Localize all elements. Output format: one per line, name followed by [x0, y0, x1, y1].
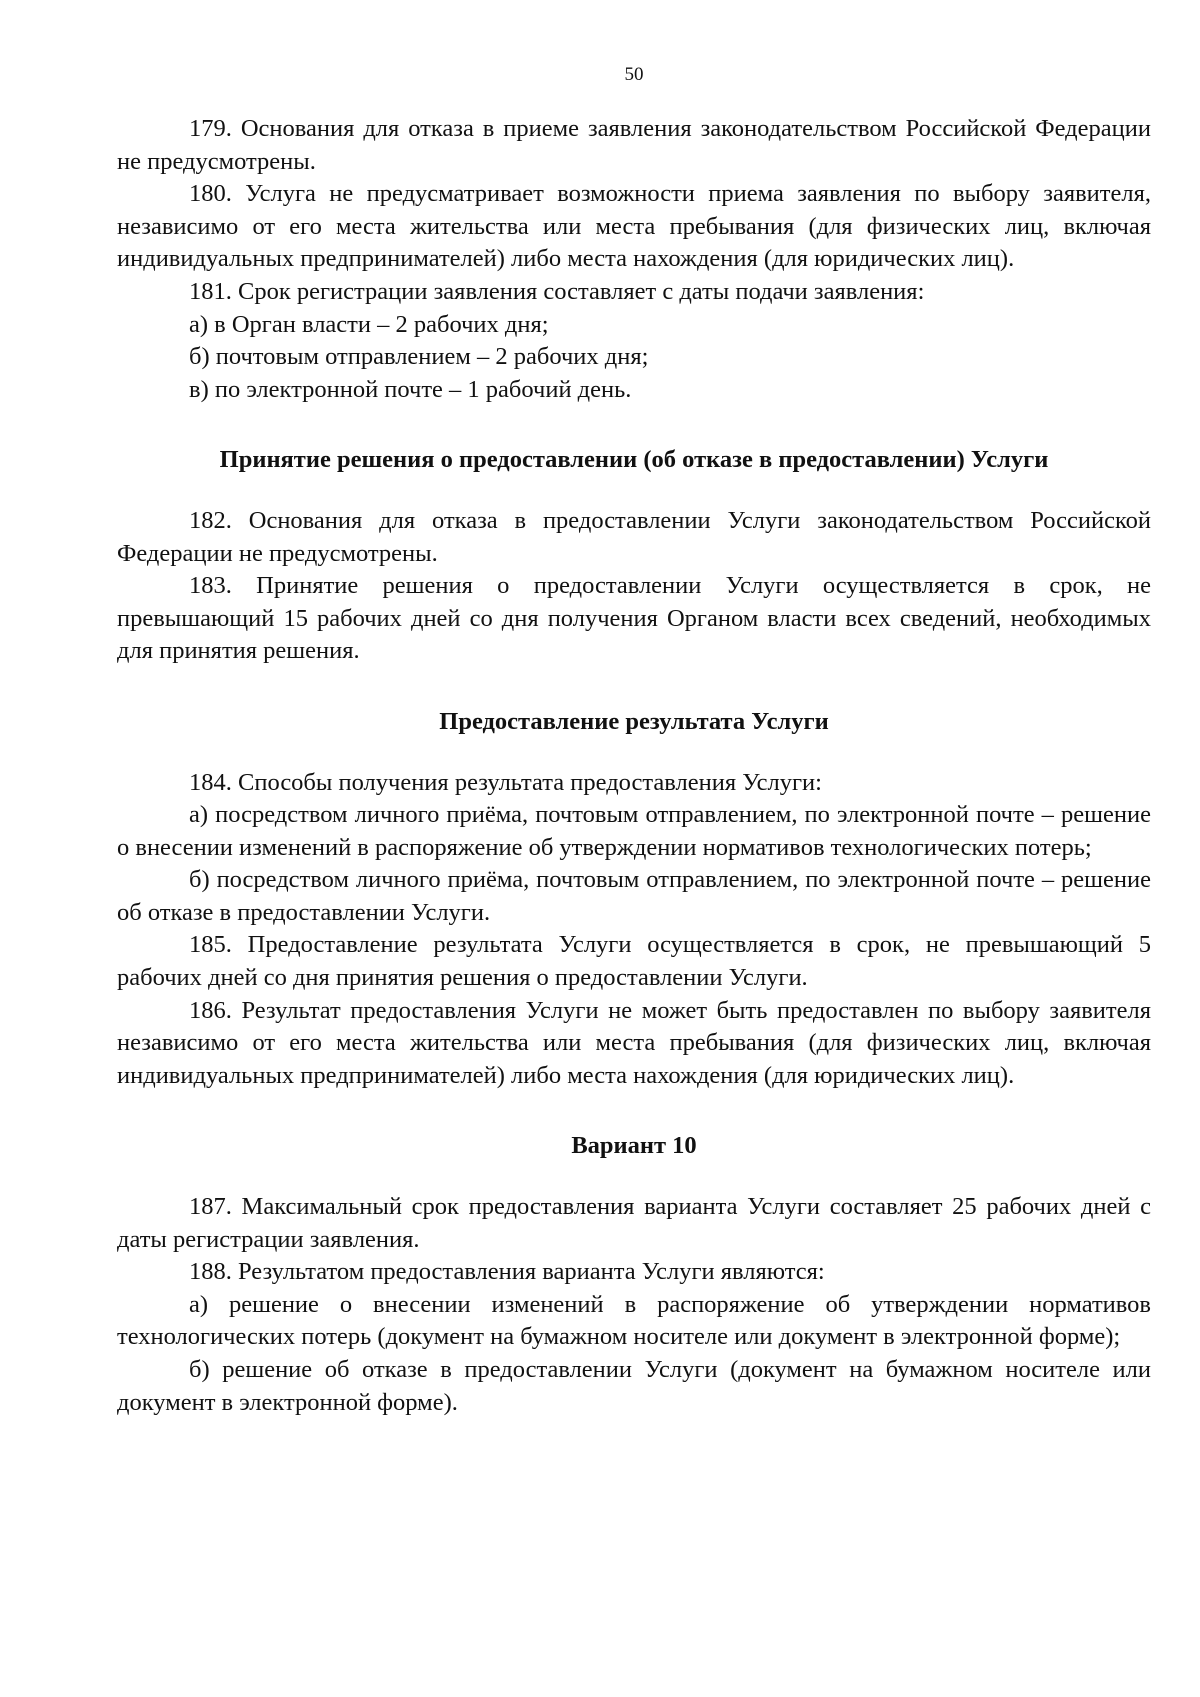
section-heading-decision: Принятие решения о предоставлении (об отказе в предоставлении) Услуги — [219, 446, 1049, 474]
paragraph-182: 182. Основания для отказа в предоставлении Услуги законодательством Российской Федерации не предусмотрены. — [117, 506, 1151, 567]
paragraph-185: 185. Предоставление результата Услуги осуществляется в срок, не превышающий 5 рабочих дней со дня принятия решения о предоставлении Услуги. — [117, 931, 1151, 992]
list-item-184-a: а) посредством личного приёма, почтовым отправлением, по электронной почте – решение о внесении изменений в распоряжение об утверждении нормативов технологических потерь; — [117, 801, 1151, 861]
paragraph-187: 187. Максимальный срок предоставления варианта Услуги составляет 25 рабочих дней с даты регистрации заявления. — [117, 1193, 1151, 1253]
paragraph-183: 183. Принятие решения о предоставлении Услуги осуществляется в срок, не превышающий 15 рабочих дней со дня получения Органом власти всех сведений, необходимых для принятия решения. — [117, 572, 1151, 665]
section-heading-variant-10: Вариант 10 — [571, 1132, 697, 1160]
section-heading-result: Предоставление результата Услуги — [439, 707, 829, 735]
list-item-188-a: а) решение о внесении изменений в распоряжение об утверждении нормативов технологических потерь (документ на бумажном носителе или документ в электронной форме); — [117, 1290, 1151, 1351]
paragraph-184: 184. Способы получения результата предоставления Услуги: — [189, 768, 822, 796]
list-item-184-b: б) посредством личного приёма, почтовым отправлением, по электронной почте – решение об отказе в предоставлении Услуги. — [117, 866, 1151, 926]
paragraph-186: 186. Результат предоставления Услуги не может быть предоставлен по выбору заявителя независимо от его места жительства или места пребывания (для физических лиц, включая индивидуальных предпринимателей) либо места нахождения (для юридических лиц). — [117, 996, 1151, 1089]
paragraph-188: 188. Результатом предоставления варианта Услуги являются: — [189, 1258, 825, 1286]
list-item-181-b: б) почтовым отправлением – 2 рабочих дня; — [189, 343, 649, 371]
paragraph-181: 181. Срок регистрации заявления составляет с даты подачи заявления: — [189, 277, 925, 305]
paragraph-179: 179. Основания для отказа в приеме заявления законодательством Российской Федерации не предусмотрены. — [117, 115, 1151, 175]
paragraph-180: 180. Услуга не предусматривает возможности приема заявления по выбору заявителя, независимо от его места жительства или места пребывания (для физических лиц, включая индивидуальных предпринимателей) либо места нахождения (для юридических лиц). — [117, 180, 1151, 273]
list-item-181-a: а) в Орган власти – 2 рабочих дня; — [189, 310, 549, 338]
list-item-188-b: б) решение об отказе в предоставлении Услуги (документ на бумажном носителе или документ в электронной форме). — [117, 1356, 1151, 1416]
page-number: 50 — [624, 64, 644, 85]
document-page — [117, 64, 1151, 1419]
list-item-181-c: в) по электронной почте – 1 рабочий день. — [189, 375, 632, 403]
